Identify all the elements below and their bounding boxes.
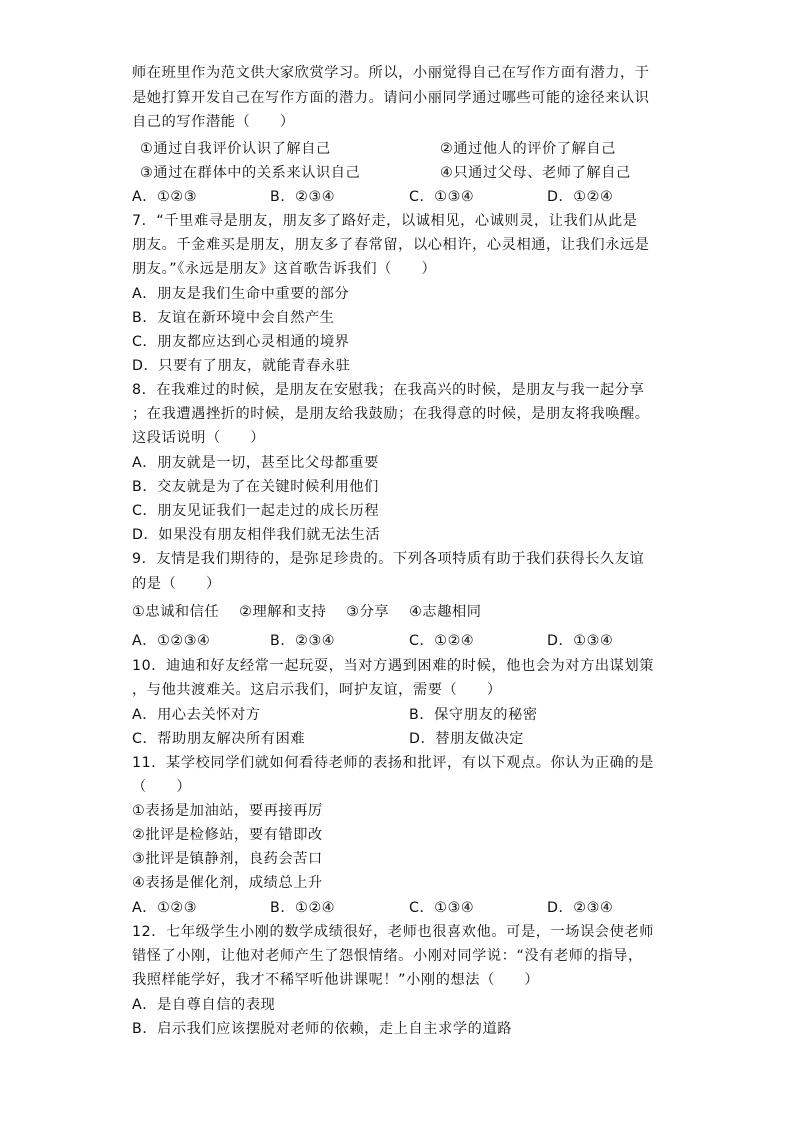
q9-statements: ①忠诚和信任 ②理解和支持 ③分享 ④志趣相同: [132, 604, 482, 620]
q7-option-b: B．友谊在新环境中会自然产生: [132, 310, 335, 326]
q11-statement: ④表扬是催化剂，成绩总上升: [132, 875, 323, 891]
q11-stem: （ ）: [132, 779, 192, 795]
q9-option-a: A．①②③④: [132, 633, 211, 649]
q9-option-c: C．①②④: [409, 633, 475, 649]
q8-option-a: A．朋友就是一切，甚至比父母都重要: [132, 455, 379, 471]
q10-option-d: D．替朋友做决定: [409, 731, 525, 747]
intro-line: 师在班里作为范文供大家欣赏学习。所以，小丽觉得自己在写作方面有潜力，于: [132, 65, 650, 81]
q7-stem: 7．“千里难寻是朋友，朋友多了路好走，以诚相见，心诚则灵，让我们从此是: [132, 213, 638, 229]
q6-statement: ①通过自我评价认识了解自己: [140, 141, 331, 157]
q11-option-d: D．②③④: [547, 900, 614, 916]
q6-statement: ④只通过父母、老师了解自己: [440, 165, 631, 181]
q10-stem: ，与他共渡难关。这启示我们，呵护友谊，需要（ ）: [132, 682, 502, 698]
q9-option-b: B．②③④: [270, 633, 336, 649]
q7-option-c: C．朋友都应达到心灵相通的境界: [132, 334, 350, 350]
q11-statement: ①表扬是加油站，要再接再厉: [132, 803, 323, 819]
intro-line: 自己的写作潜能（ ）: [132, 114, 295, 130]
q8-option-b: B．交友就是为了在关键时候利用他们: [132, 479, 379, 495]
q12-option-a: A．是自尊自信的表现: [132, 997, 276, 1013]
q11-option-b: B．①②④: [270, 900, 336, 916]
q8-stem: 这段话说明（ ）: [132, 430, 266, 446]
q10-option-b: B．保守朋友的秘密: [409, 707, 538, 723]
q11-statement: ③批评是镇静剂，良药会苦口: [132, 851, 323, 867]
q7-stem: 朋友。”《永远是朋友》这首歌告诉我们（ ）: [132, 261, 437, 277]
q8-stem: ；在我遭遇挫折的时候，是朋友给我鼓励；在我得意的时候，是朋友将我唤醒。: [132, 406, 650, 422]
q6-option-d: D．①②④: [547, 189, 614, 205]
q12-stem: 12．七年级学生小刚的数学成绩很好，老师也很喜欢他。可是，一场误会使老师: [132, 924, 655, 940]
q9-stem: 的是（ ）: [132, 576, 221, 592]
q6-statement: ②通过他人的评价了解自己: [440, 141, 616, 157]
q8-stem: 8．在我难过的时候，是朋友在安慰我；在我高兴的时候，是朋友与我一起分享: [132, 382, 645, 398]
q12-stem: 我照样能学好，我才不稀罕听他讲课呢！”小刚的想法（ ）: [132, 972, 540, 988]
q9-stem: 9．友情是我们期待的，是弥足珍贵的。下列各项特质有助于我们获得长久友谊: [132, 551, 645, 567]
q10-stem: 10．迪迪和好友经常一起玩耍，当对方遇到困难的时候，他也会为对方出谋划策: [132, 658, 655, 674]
q12-stem: 错怪了小刚，让他对老师产生了怨恨情绪。小刚对同学说：“没有老师的指导，: [132, 948, 643, 964]
q6-option-c: C．①③④: [409, 189, 475, 205]
intro-line: 是她打算开发自己在写作方面的潜力。请问小丽同学通过哪些可能的途径来认识: [132, 90, 650, 106]
q8-option-d: D．如果没有朋友相伴我们就无法生活: [132, 527, 381, 543]
q9-option-d: D．①③④: [547, 633, 614, 649]
q10-option-c: C．帮助朋友解决所有困难: [132, 731, 306, 747]
q8-option-c: C．朋友见证我们一起走过的成长历程: [132, 503, 380, 519]
q11-stem: 11．某学校同学们就如何看待老师的表扬和批评，有以下观点。你认为正确的是: [132, 755, 655, 771]
q11-option-c: C．①③④: [409, 900, 475, 916]
q7-stem: 朋友。千金难买是朋友，朋友多了春常留，以心相许，心灵相通，让我们永远是: [132, 237, 650, 253]
q7-option-d: D．只要有了朋友，就能青春永驻: [132, 358, 351, 374]
q12-option-b: B．启示我们应该摆脱对老师的依赖，走上自主求学的道路: [132, 1021, 513, 1037]
q11-option-a: A．①②③: [132, 900, 198, 916]
q6-statement: ③通过在群体中的关系来认识自己: [140, 165, 361, 181]
q10-option-a: A．用心去关怀对方: [132, 707, 261, 723]
q11-statement: ②批评是检修站，要有错即改: [132, 827, 323, 843]
q6-option-b: B．②③④: [270, 189, 336, 205]
q7-option-a: A．朋友是我们生命中重要的部分: [132, 286, 350, 302]
q6-option-a: A．①②③: [132, 189, 198, 205]
